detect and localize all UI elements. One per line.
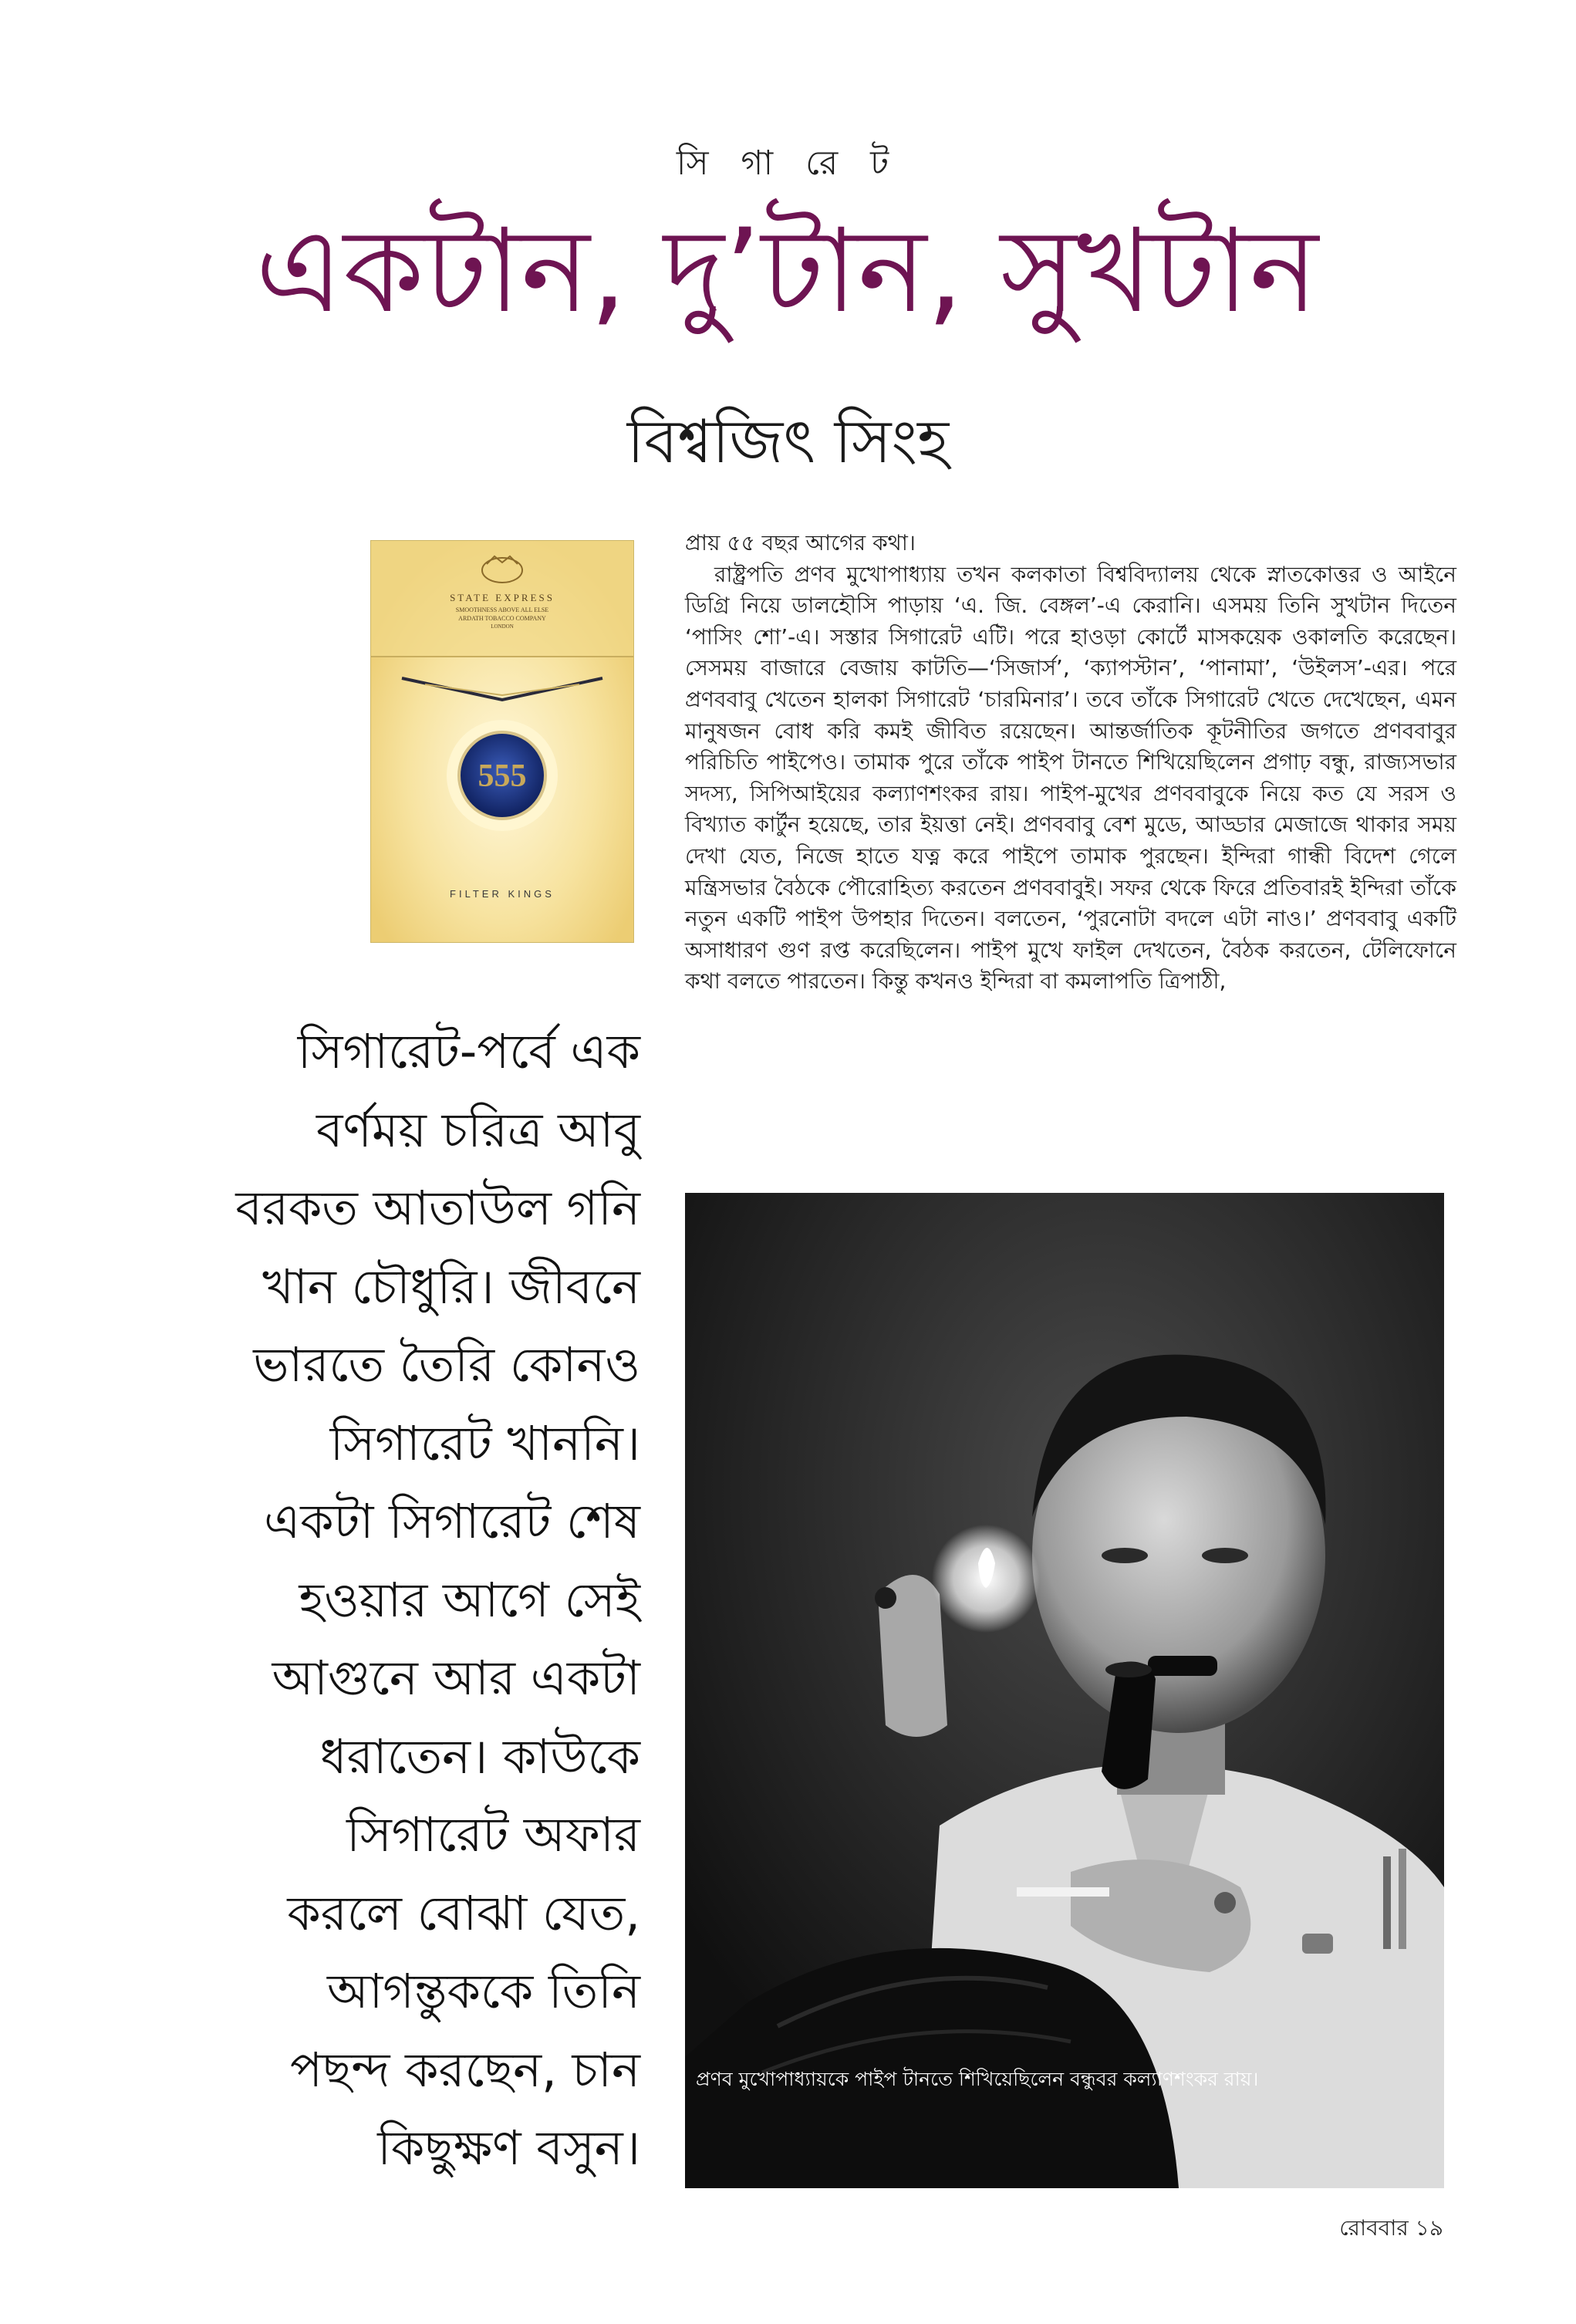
pull-quote-line: ভারতে তৈরি কোনও [253, 1336, 640, 1393]
pack-number: 555 [478, 758, 527, 794]
pull-quote-line: একটা সিগারেট শেষ [264, 1493, 640, 1549]
author-byline: বিশ্বজিৎ সিংহ [626, 407, 950, 477]
pull-quote-line: বর্ণময় চরিত্র আবু [316, 1101, 640, 1158]
pull-quote-line: সিগারেট অফার [346, 1806, 640, 1863]
photo-caption: প্রণব মুখোপাধ্যায়কে পাইপ টানতে শিখিয়েছিলেন বন্ধুবর কল্যাণশংকর রায়। [696, 2068, 1259, 2090]
pack-variant: FILTER KINGS [450, 888, 555, 900]
cigarette-pack-image [370, 540, 634, 943]
pull-quote-line: খান চৌধুরি। জীবনে [262, 1258, 640, 1315]
pack-maker: ARDATH TOBACCO COMPANY [458, 615, 546, 622]
pull-quote-line: পছন্দ করছেন, চান [290, 2041, 640, 2098]
section-kicker: সি গা রে ট [676, 144, 900, 183]
pull-quote-line: বরকত আতাউল গনি [235, 1180, 640, 1236]
pull-quote-line: সিগারেট-পর্বে এক [297, 1023, 640, 1079]
portrait-photo [685, 1193, 1444, 2188]
pack-city: LONDON [491, 623, 514, 630]
photo-illustration [685, 1193, 1444, 2188]
pull-quote-line: হওয়ার আগে সেই [299, 1571, 640, 1628]
pull-quote-line: করলে বোঝা যেত, [287, 1884, 640, 1941]
pull-quote-line: সিগারেট খাননি। [329, 1414, 640, 1471]
page-folio: রোববার ১৯ [1339, 2215, 1443, 2241]
pack-tagline: SMOOTHNESS ABOVE ALL ELSE [455, 606, 549, 613]
pull-quote-line: আগন্তুককে তিনি [326, 1963, 640, 2019]
pull-quote-line: কিছুক্ষণ বসুন। [377, 2120, 640, 2176]
body-paragraph: রাষ্ট্রপতি প্রণব মুখোপাধ্যায় তখন কলকাতা বিশ্ববিদ্যালয় থেকে স্নাতকোত্তর ও আইনে ডিগ্রি নিয়ে ডালহৌসি পাড়ায় ‘এ. জি. বেঙ্গল’-এ কেরানি। এসময় তিনি সুখটান দিতেন ‘পাসিং শো’-এ। সস্তার সিগারেট এটি। পরে হাওড়া কোর্টে মাসকয়েক ওকালতি করেছেন। সেসময় বাজারে বেজায় কাটতি—‘সিজার্স’, ‘ক্যাপস্টান’, ‘পানামা’, ‘উইলস’-এর। পরে প্রণববাবু খেতেন হালকা সিগারেট ‘চারমিনার’। তবে তাঁকে সিগারেট খেতে দেখেছেন, এমন মানুষজন বোধ করি কমই জীবিত রয়েছেন। আন্তর্জাতিক কূটনীতির জগতে প্রণববাবুর পরিচিতি পাইপেও। তামাক পুরে তাঁকে পাইপ টানতে শিখিয়েছিলেন প্রগাঢ় বন্ধু, রাজ্যসভার সদস্য, সিপিআইয়ের কল্যাণশংকর রায়। পাইপ-মুখের প্রণববাবুকে নিয়ে কত যে সরস ও বিখ্যাত কার্টুন হয়েছে, তার ইয়ত্তা নেই। প্রণববাবু বেশ মুডে, আড্ডার মেজাজে থাকার সময় দেখা যেত, নিজে হাতে যত্ন করে পাইপে তামাক পুরছেন। ইন্দিরা গান্ধী বিদেশ গেলে মন্ত্রিসভার বৈঠকে পৌরোহিত্য করতেন প্রণববাবুই। সফর থেকে ফিরে প্রতিবারই ইন্দিরা তাঁকে নতুন একটি পাইপ উপহার দিতেন। বলতেন, ‘পুরনোটা বদলে এটা নাও।’ প্রণববাবু একটি অসাধারণ গুণ রপ্ত করেছিলেন। পাইপ মুখে ফাইল দেখতেন, বৈঠক করতেন, টেলিফোনে কথা বলতে পারতেন। কিন্তু কখনও ইন্দিরা বা কমলাপতি ত্রিপাঠী, [685, 561, 1456, 995]
article-headline: একটান, দু’টান, সুখটান [255, 204, 1319, 339]
pull-quote [131, 1012, 640, 2187]
body-paragraph: প্রায় ৫৫ বছর আগের কথা। [685, 530, 916, 556]
pack-brand: STATE EXPRESS [450, 592, 555, 603]
pull-quote-line: ধরাতেন। কাউকে [319, 1728, 640, 1785]
cigarette-pack-illustration [371, 541, 633, 942]
pull-quote-line: আগুনে আর একটা [272, 1650, 640, 1706]
article-body [685, 528, 1456, 998]
